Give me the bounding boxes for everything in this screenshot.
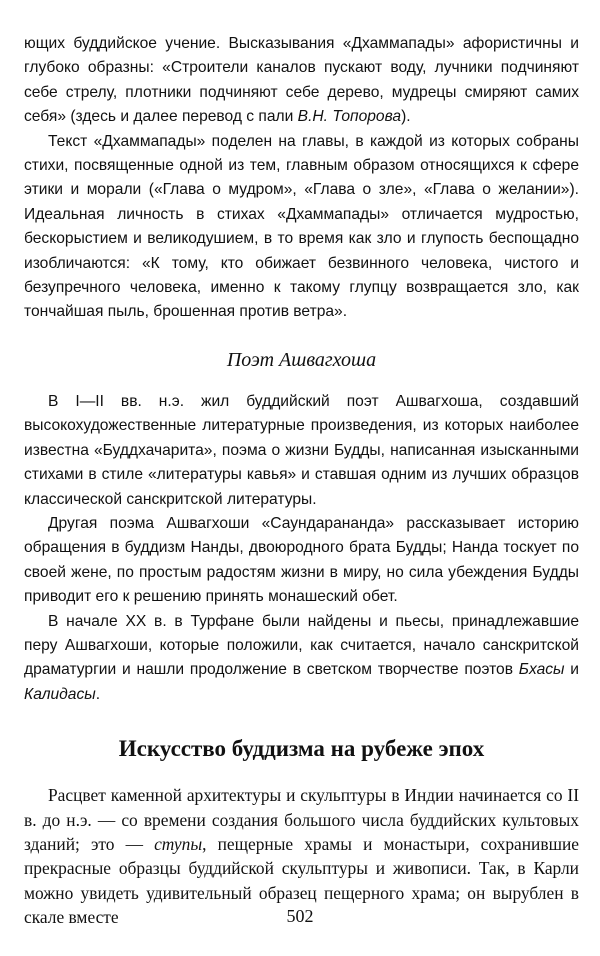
ashvaghosha-text — [24, 390, 579, 707]
conjunction: и — [564, 661, 580, 679]
paragraph-text: Расцвет каменной архитектуры и скульптуры в Индии начинается со II в. до н.э. — со времени создания большого числа буддийских культовых зданий; это — — [24, 785, 579, 854]
section-heading-buddhist-art: Искусство буддизма на рубеже эпох — [118, 736, 485, 762]
paragraph-turfan-plays — [24, 610, 579, 708]
poet-name-bhasa: Бхасы — [518, 661, 565, 679]
paragraph-quote-builders — [24, 32, 579, 130]
paragraph-text-rest: , пещерные храмы и монастыри, сохранившие прекрасные образцы буддийской скульптуры и живописи. Так, в Карли можно увидеть удивительный образец пещерного храма; он вырублен в скале вместе — [24, 833, 579, 928]
poet-name-kalidasa: Калидасы — [24, 685, 96, 703]
term-stupas: ступы — [154, 833, 203, 854]
paragraph-text-end: ). — [401, 108, 411, 126]
paragraph-text-end: . — [95, 685, 101, 703]
subsection-heading-ashvaghosha: Поэт Ашвагхоша — [226, 348, 377, 371]
paragraph-saundarananda: Другая поэма Ашвагхоши «Саундарананда» рассказывает историю обращения в буддизм Нанды, двоюродного брата Будды; Нанда тоскует по своей жене, по простым радостям жизни в миру, но сила убеждения Будды приводит его к решению принять монашеский обет. — [24, 514, 579, 606]
dhammapada-text — [24, 32, 579, 325]
paragraph-text: В начале XX в. в Турфане были найдены и пьесы, принадлежавшие перу Ашвагхоши, которые положили, как считается, начало санскритской драматургии и нашли продолжение в светском творчестве поэтов — [24, 612, 579, 679]
paragraph-buddhacharita: В I—II вв. н.э. жил буддийский поэт Ашвагхоша, создавший высокохудожественные литературные произведения, из которых наиболее известна «Буддхачарита», поэма о жизни Будды, написанная изысканными стихами в стиле «литературы кавья» и ставшая одним из лучших образцов классической санскритской литературы. — [24, 392, 579, 508]
translator-name: В.Н. Топорова — [297, 108, 402, 126]
book-page — [24, 32, 579, 930]
paragraph-text: ющих буддийское учение. Высказывания «Дхаммапады» афористичны и глубоко образны: «Строители каналов пускают воду, лучники подчиняют себе стрелу, плотники подчиняют себе дерево, мудрецы смиряют самих себя» (здесь и далее перевод с пали — [24, 35, 579, 126]
page-number: 502 — [286, 906, 314, 926]
paragraph-dhammapada-chapters: Текст «Дхаммапады» поделен на главы, в каждой из которых собраны стихи, посвященные одной из тем, главным образом относящихся к сфере этики и морали («Глава о мудром», «Глава о зле», «Глава о желании»). Идеальная личность в стихах «Дхаммапады» отличается мудростью, бескорыстием и великодушием, в то время как зло и глупость беспощадно изобличаются: «К тому, кто обижает безвинного человека, чистого и безупречного человека, именно к такому глупцу возвращается зло, как тончайшая пыль, брошенная против ветра». — [24, 132, 579, 321]
